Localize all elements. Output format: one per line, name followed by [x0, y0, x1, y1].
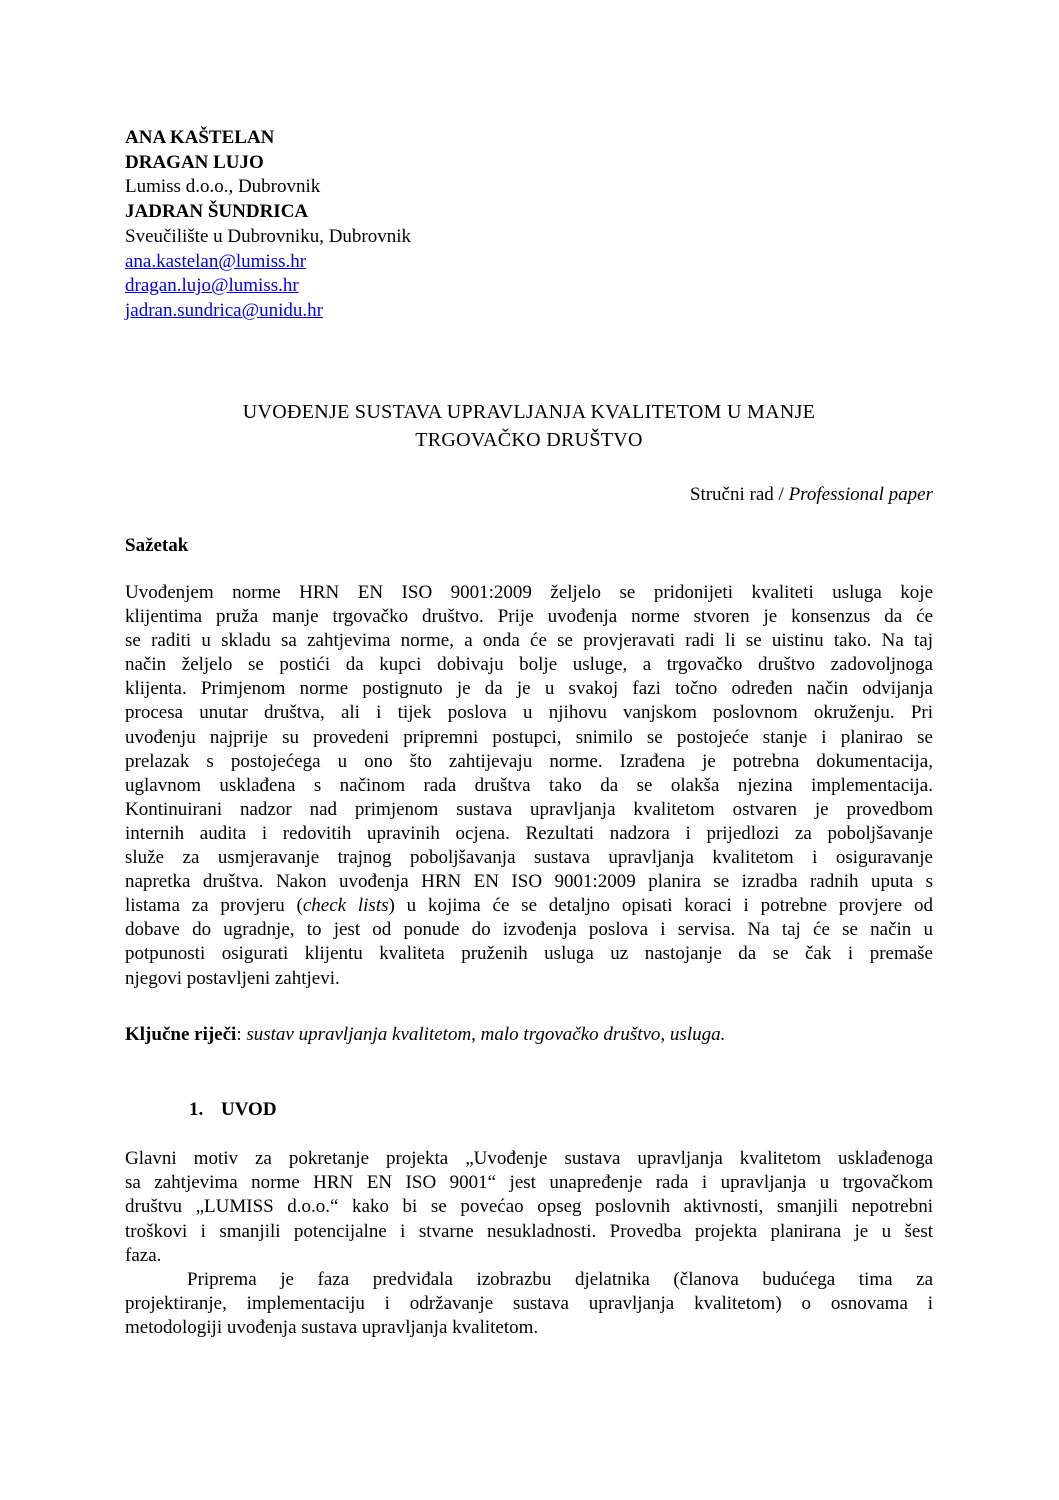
keywords-value: sustav upravljanja kvalitetom, malo trgovačko društvo, usluga. [246, 1024, 726, 1045]
abstract-line: procesa unutar društva, ali i tijek poslova u njihovu vanjskom poslovnom okruženju. Pri [125, 702, 933, 724]
paper-title-line: UVOĐENJE SUSTAVA UPRAVLJANJA KVALITETOM U MANJE [242, 401, 816, 423]
abstract-heading: Sažetak [125, 535, 189, 556]
intro-line: Glavni motiv za pokretanje projekta „Uvođenje sustava upravljanja kvalitetom usklađenoga [125, 1148, 933, 1169]
abstract-line: Uvođenjem norme HRN EN ISO 9001:2009 željelo se pridonijeti kvaliteti usluga koje [125, 582, 933, 603]
abstract-line: potpunosti osigurati klijentu kvaliteta pruženih usluga uz nastojanje da se čak i premaše [125, 943, 933, 965]
abstract-line: uglavnom usklađena s načinom rada društva tako da se olakša njezina implementacija. [125, 774, 933, 796]
author-name: JADRAN ŠUNDRICA [125, 201, 309, 223]
intro-line: projektiranje, implementaciju i održavanje sustava upravljanja kvalitetom) o osnovama i [125, 1293, 933, 1315]
abstract-line: klijenta. Primjenom norme postignuto je da je u svakoj fazi točno određen način odvijanja [125, 678, 933, 700]
intro-line: društvu „LUMISS d.o.o.“ kako bi se povećao opseg poslovnih aktivnosti, smanjili nepotrebni [125, 1196, 933, 1218]
abstract-line: dobave do ugradnje, to jest od ponude do izvođenja poslova i servisa. Na taj će se način u [125, 919, 933, 941]
keywords [125, 1023, 933, 1047]
abstract-italic-term: check lists [302, 895, 389, 917]
author-name: ANA KAŠTELAN [125, 127, 275, 148]
paper-title-line: TRGOVAČKO DRUŠTVO [415, 429, 643, 451]
abstract-line: način željelo se postići da kupci dobivaju bolje usluge, a trgovačko društvo zadovoljnoga [125, 654, 933, 676]
abstract-line: napretka društva. Nakon uvođenja HRN EN ISO 9001:2009 planira se izradba radnih uputa s [125, 871, 933, 893]
abstract-line [125, 894, 933, 918]
abstract-line: služe za usmjeravanje trajnog poboljšavanja sustava upravljanja kvalitetom i osiguravanje [125, 847, 933, 869]
abstract-line: Kontinuirani nadzor nad primjenom sustava upravljanja kvalitetom ostvaren je provedbom [125, 798, 933, 820]
email-link[interactable]: ana.kastelan@lumiss.hr [125, 250, 307, 272]
abstract-body [125, 581, 933, 991]
author-affiliation: Sveučilište u Dubrovniku, Dubrovnik [125, 225, 412, 247]
abstract-line: se raditi u skladu sa zahtjevima norme, a onda će se provjeravati radi li se uistinu tako. Na taj [125, 630, 933, 652]
author-block [125, 126, 825, 324]
abstract-line: internih audita i redovitih upravinih ocjena. Rezultati nadzora i prijedlozi za poboljšavanje [125, 822, 933, 844]
author-name: DRAGAN LUJO [125, 151, 264, 173]
abstract-line: prelazak s postojećega u ono što zahtijevaju norme. Izrađena je potrebna dokumentacija, [125, 750, 933, 772]
intro-line: metodologiji uvođenja sustava upravljanja kvalitetom. [125, 1317, 539, 1339]
email-link[interactable]: dragan.lujo@lumiss.hr [125, 275, 299, 297]
intro-line: Priprema je faza predviđala izobrazbu djelatnika (članova budućega tima za [187, 1269, 933, 1291]
paper-type-english: Professional paper [788, 484, 933, 505]
keywords-label: Ključne riječi [125, 1024, 237, 1045]
abstract-line: njegovi postavljeni zahtjevi. [125, 967, 340, 989]
intro-line: troškovi i smanjili potencijalne i stvarne nesukladnosti. Provedba projekta planirana je u šest [125, 1220, 933, 1242]
section-number: 1. [189, 1099, 204, 1120]
keywords-separator: : [236, 1024, 247, 1045]
abstract-text: listama za provjeru ( [125, 895, 303, 917]
paper-type-local: Stručni rad / [689, 484, 789, 505]
intro-body [125, 1147, 933, 1341]
paper-type [125, 483, 933, 507]
email-link[interactable]: jadran.sundrica@unidu.hr [125, 299, 323, 321]
author-affiliation: Lumiss d.o.o., Dubrovnik [125, 176, 321, 198]
intro-line: faza. [125, 1244, 162, 1266]
abstract-line: klijentima pruža manje trgovačko društvo. Prije uvođenja norme stvoren je konsenzus da će [125, 606, 933, 628]
section-title: UVOD [221, 1099, 277, 1120]
abstract-text: ) u kojima će se detaljno opisati koraci i potrebne provjere od [388, 895, 934, 917]
section-heading [189, 1098, 277, 1122]
abstract-line: uvođenju najprije su provedeni pripremni postupci, snimilo se postojeće stanje i planirao se [125, 726, 933, 748]
intro-line: sa zahtjevima norme HRN EN ISO 9001“ jest unapređenje rada i upravljanja u trgovačkom [125, 1172, 933, 1194]
paper-title [125, 398, 933, 454]
